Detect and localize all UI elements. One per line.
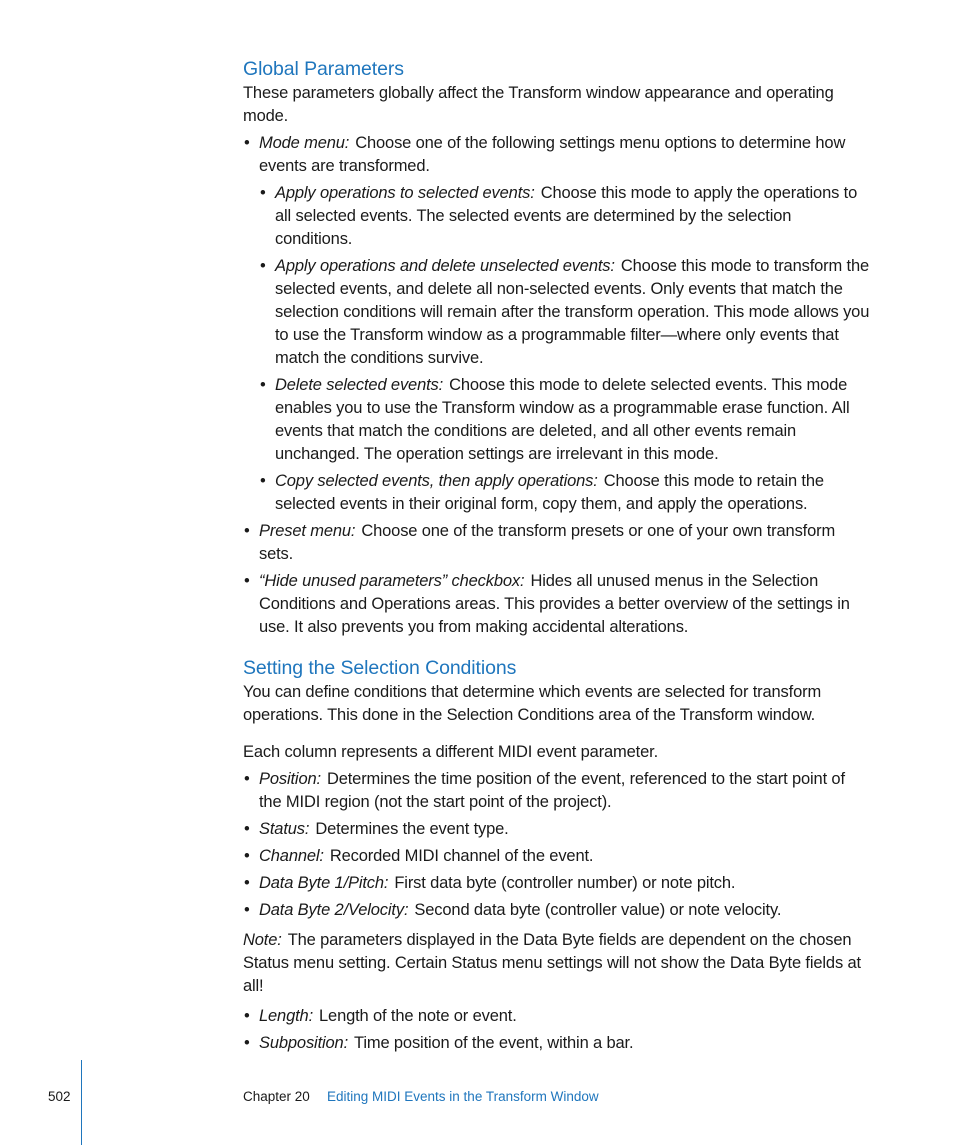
list-item-mode-option <box>259 255 871 370</box>
list-item-hide-unused <box>243 570 871 639</box>
list-item-param <box>243 899 871 922</box>
term: Apply operations to selected events: <box>275 184 535 202</box>
term: Data Byte 2/Velocity: <box>259 901 409 919</box>
description: Choose this mode to delete selected events. This mode enables you to use the Transform window as a programmable erase function. All events that match the conditions are deleted, and all other events remain unchanged. The operation settings are irrelevant in this mode. <box>275 376 850 463</box>
term: Position: <box>259 770 321 788</box>
term: Data Byte 1/Pitch: <box>259 874 389 892</box>
page-body <box>243 56 871 1055</box>
note-paragraph <box>243 929 871 998</box>
list-item-param <box>243 1032 871 1055</box>
term: Delete selected events: <box>275 376 444 394</box>
section-heading-selection-conditions: Setting the Selection Conditions <box>243 657 517 679</box>
list-item-param <box>243 768 871 814</box>
description: Choose one of the transform presets or one of your own transform sets. <box>259 522 836 563</box>
description: First data byte (controller number) or note pitch. <box>394 874 736 892</box>
description: Length of the note or event. <box>319 1007 517 1025</box>
list-item-mode-option <box>259 470 871 516</box>
term: Status: <box>259 820 310 838</box>
description: Recorded MIDI channel of the event. <box>329 847 594 865</box>
list-item-param <box>243 818 871 841</box>
global-intro: These parameters globally affect the Transform window appearance and operating mode. <box>243 84 834 125</box>
description: Hides all unused menus in the Selection Conditions and Operations areas. This provides a better overview of the settings in use. It also prevents you from making accidental alterations. <box>259 572 850 636</box>
list-item-mode-menu <box>243 132 871 178</box>
selection-intro: You can define conditions that determine which events are selected for transform operations. This done in the Selection Conditions area of the Transform window. <box>243 683 822 724</box>
footer-chapter: Chapter 20 <box>243 1089 310 1104</box>
description: Time position of the event, within a bar. <box>354 1034 634 1052</box>
columns-intro: Each column represents a different MIDI event parameter. <box>243 743 659 761</box>
list-item-preset-menu <box>243 520 871 566</box>
note-label: Note: <box>243 931 282 949</box>
footer-chapter-title: Editing MIDI Events in the Transform Window <box>327 1089 599 1104</box>
description: Choose one of the following settings menu options to determine how events are transformed. <box>259 134 846 175</box>
description: Determines the time position of the event, referenced to the start point of the MIDI region (not the start point of the project). <box>259 770 845 811</box>
page-number: 502 <box>48 1089 71 1104</box>
term: Apply operations and delete unselected events: <box>275 257 615 275</box>
description: Choose this mode to apply the operations to all selected events. The selected events are determined by the selection conditions. <box>275 184 858 248</box>
term: Channel: <box>259 847 324 865</box>
footer-divider <box>81 1060 82 1145</box>
term: Copy selected events, then apply operations: <box>275 472 598 490</box>
term: Mode menu: <box>259 134 350 152</box>
description: Determines the event type. <box>315 820 509 838</box>
list-item-mode-option <box>259 182 871 251</box>
description: Choose this mode to retain the selected events in their original form, copy them, and apply the operations. <box>275 472 824 513</box>
description: Choose this mode to transform the selected events, and delete all non-selected events. Only events that match the selection conditions will remain after the transform operation. This mode allows you to use the Transform window as a programmable filter—where only events that match the conditions survive. <box>275 257 870 367</box>
term: Preset menu: <box>259 522 356 540</box>
term: Subposition: <box>259 1034 349 1052</box>
list-item-param <box>243 1005 871 1028</box>
section-heading-global-parameters: Global Parameters <box>243 58 404 80</box>
term: “Hide unused parameters” checkbox: <box>259 572 525 590</box>
list-item-param <box>243 845 871 868</box>
term: Length: <box>259 1007 314 1025</box>
list-item-param <box>243 872 871 895</box>
note-text: The parameters displayed in the Data Byte fields are dependent on the chosen Status menu setting. Certain Status menu settings will not show the Data Byte fields at all! <box>243 931 861 995</box>
list-item-mode-option <box>259 374 871 466</box>
description: Second data byte (controller value) or note velocity. <box>414 901 782 919</box>
